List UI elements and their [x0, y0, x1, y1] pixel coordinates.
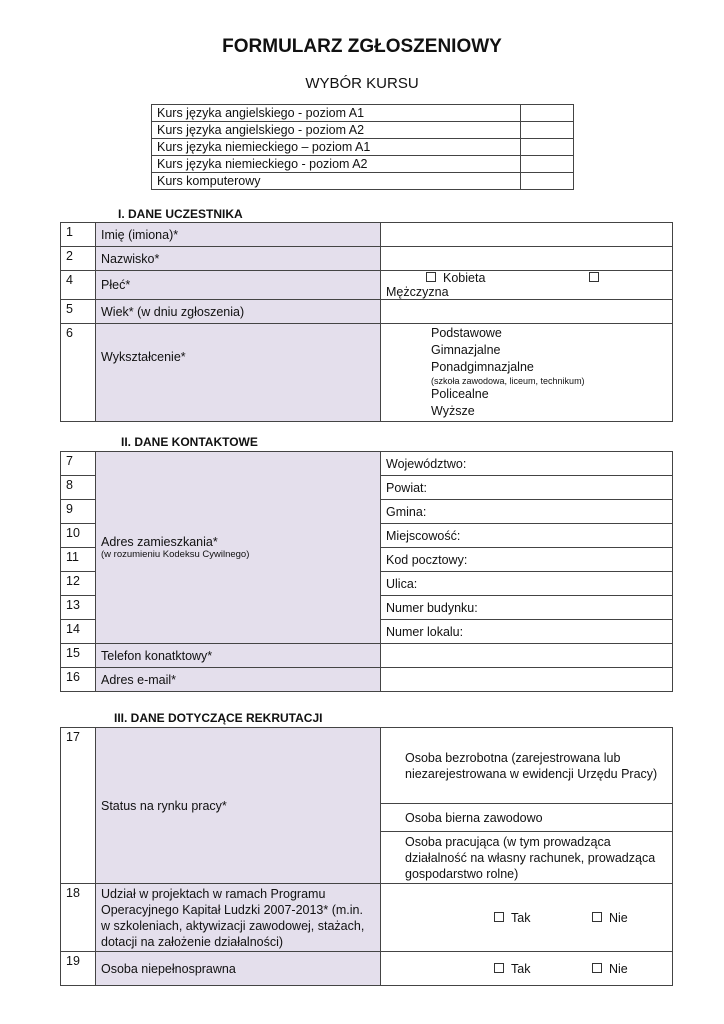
checkbox-icon: [592, 963, 602, 973]
course-checkbox-cell[interactable]: [521, 105, 574, 122]
female-option[interactable]: [426, 271, 485, 285]
inactive-option[interactable]: Osoba bierna zawodowo: [381, 804, 673, 832]
phone-field[interactable]: [381, 644, 673, 668]
course-checkbox-cell[interactable]: [521, 139, 574, 156]
yes-label: Tak: [511, 910, 531, 925]
education-label: Wykształcenie*: [96, 324, 381, 422]
unemployed-option[interactable]: Osoba bezrobotna (zarejestrowana lub niezarejestrowana w ewidencji Urzędu Pracy): [381, 728, 673, 804]
voivodeship-field[interactable]: Województwo:: [381, 452, 673, 476]
row-number: 15: [61, 644, 96, 668]
disability-no-option[interactable]: [592, 962, 628, 976]
email-field[interactable]: [381, 668, 673, 692]
no-label: Nie: [608, 910, 628, 925]
projects-label: Udział w projektach w ramach Programu Operacyjnego Kapitał Ludzki 2007-2013* (m.in. w szkoleniach, aktywizacji zawodowej, stażach, dotacji na założenie działalności): [96, 884, 381, 952]
course-label: Kurs komputerowy: [152, 173, 521, 190]
apartment-number-field[interactable]: Numer lokalu:: [381, 620, 673, 644]
row-number: 4: [61, 271, 96, 300]
email-label: Adres e-mail*: [96, 668, 381, 692]
row-number: 1: [61, 223, 96, 247]
education-option[interactable]: Ponadgimnazjalne: [431, 360, 534, 374]
disability-yes-option[interactable]: [494, 962, 530, 976]
row-number: 10: [61, 524, 96, 548]
row-number: 11: [61, 548, 96, 572]
participant-table: [60, 222, 673, 422]
course-checkbox-cell[interactable]: [521, 122, 574, 139]
course-table: [151, 104, 574, 190]
course-label: Kurs języka angielskiego - poziom A1: [152, 105, 521, 122]
sex-label: Płeć*: [96, 271, 381, 300]
checkbox-icon: [589, 272, 599, 282]
projects-options: [381, 884, 673, 952]
education-option[interactable]: Gimnazjalne: [431, 343, 501, 357]
row-number: 6: [61, 324, 96, 422]
employed-option[interactable]: Osoba pracująca (w tym prowadząca działalność na własny rachunek, prowadząca gospodarstwo rolne): [381, 832, 673, 884]
row-number: 12: [61, 572, 96, 596]
course-label: Kurs języka niemieckiego – poziom A1: [152, 139, 521, 156]
row-number: 9: [61, 500, 96, 524]
phone-label: Telefon konatktowy*: [96, 644, 381, 668]
row-number: 2: [61, 247, 96, 271]
course-label: Kurs języka niemieckiego - poziom A2: [152, 156, 521, 173]
male-label: Mężczyzna: [386, 285, 449, 299]
projects-yes-option[interactable]: [494, 911, 530, 925]
county-field[interactable]: Powiat:: [381, 476, 673, 500]
education-option[interactable]: Wyższe: [431, 404, 475, 418]
row-number: 19: [61, 952, 96, 986]
address-label: Adres zamieszkania*: [101, 535, 218, 549]
first-name-field[interactable]: [381, 223, 673, 247]
form-title: FORMULARZ ZGŁOSZENIOWY: [222, 36, 502, 57]
female-label: Kobieta: [443, 271, 486, 285]
row-number: 13: [61, 596, 96, 620]
section-contact-heading: II. DANE KONTAKTOWE: [121, 435, 258, 449]
row-number: 14: [61, 620, 96, 644]
checkbox-icon: [494, 963, 504, 973]
checkbox-icon: [592, 912, 602, 922]
commune-field[interactable]: Gmina:: [381, 500, 673, 524]
course-checkbox-cell[interactable]: [521, 156, 574, 173]
building-number-field[interactable]: Numer budynku:: [381, 596, 673, 620]
street-field[interactable]: Ulica:: [381, 572, 673, 596]
row-number: 18: [61, 884, 96, 952]
contact-table: [60, 451, 673, 692]
male-option[interactable]: [386, 271, 606, 299]
row-number: 17: [61, 728, 96, 884]
disability-options: [381, 952, 673, 986]
age-label: Wiek* (w dniu zgłoszenia): [96, 300, 381, 324]
address-label-cell: [96, 452, 381, 644]
row-number: 5: [61, 300, 96, 324]
row-number: 7: [61, 452, 96, 476]
section-participant-heading: I. DANE UCZESTNIKA: [118, 207, 243, 221]
address-note: (w rozumieniu Kodeksu Cywilnego): [101, 549, 250, 560]
postal-code-field[interactable]: Kod pocztowy:: [381, 548, 673, 572]
education-option[interactable]: Podstawowe: [431, 326, 502, 340]
yes-label: Tak: [511, 961, 531, 976]
education-options: [381, 324, 673, 422]
age-field[interactable]: [381, 300, 673, 324]
education-note: (szkoła zawodowa, liceum, technikum): [431, 376, 585, 386]
surname-field[interactable]: [381, 247, 673, 271]
course-checkbox-cell[interactable]: [521, 173, 574, 190]
education-option[interactable]: Policealne: [431, 387, 489, 401]
projects-no-option[interactable]: [592, 911, 628, 925]
recruitment-table: [60, 727, 673, 986]
row-number: 8: [61, 476, 96, 500]
row-number: 16: [61, 668, 96, 692]
checkbox-icon: [426, 272, 436, 282]
course-label: Kurs języka angielskiego - poziom A2: [152, 122, 521, 139]
labor-status-label: Status na rynku pracy*: [96, 728, 381, 884]
first-name-label: Imię (imiona)*: [96, 223, 381, 247]
checkbox-icon: [494, 912, 504, 922]
no-label: Nie: [608, 961, 628, 976]
course-selection-heading: WYBÓR KURSU: [305, 75, 419, 92]
sex-options: [381, 271, 673, 300]
surname-label: Nazwisko*: [96, 247, 381, 271]
town-field[interactable]: Miejscowość:: [381, 524, 673, 548]
disability-label: Osoba niepełnosprawna: [96, 952, 381, 986]
section-recruitment-heading: III. DANE DOTYCZĄCE REKRUTACJI: [114, 711, 323, 725]
